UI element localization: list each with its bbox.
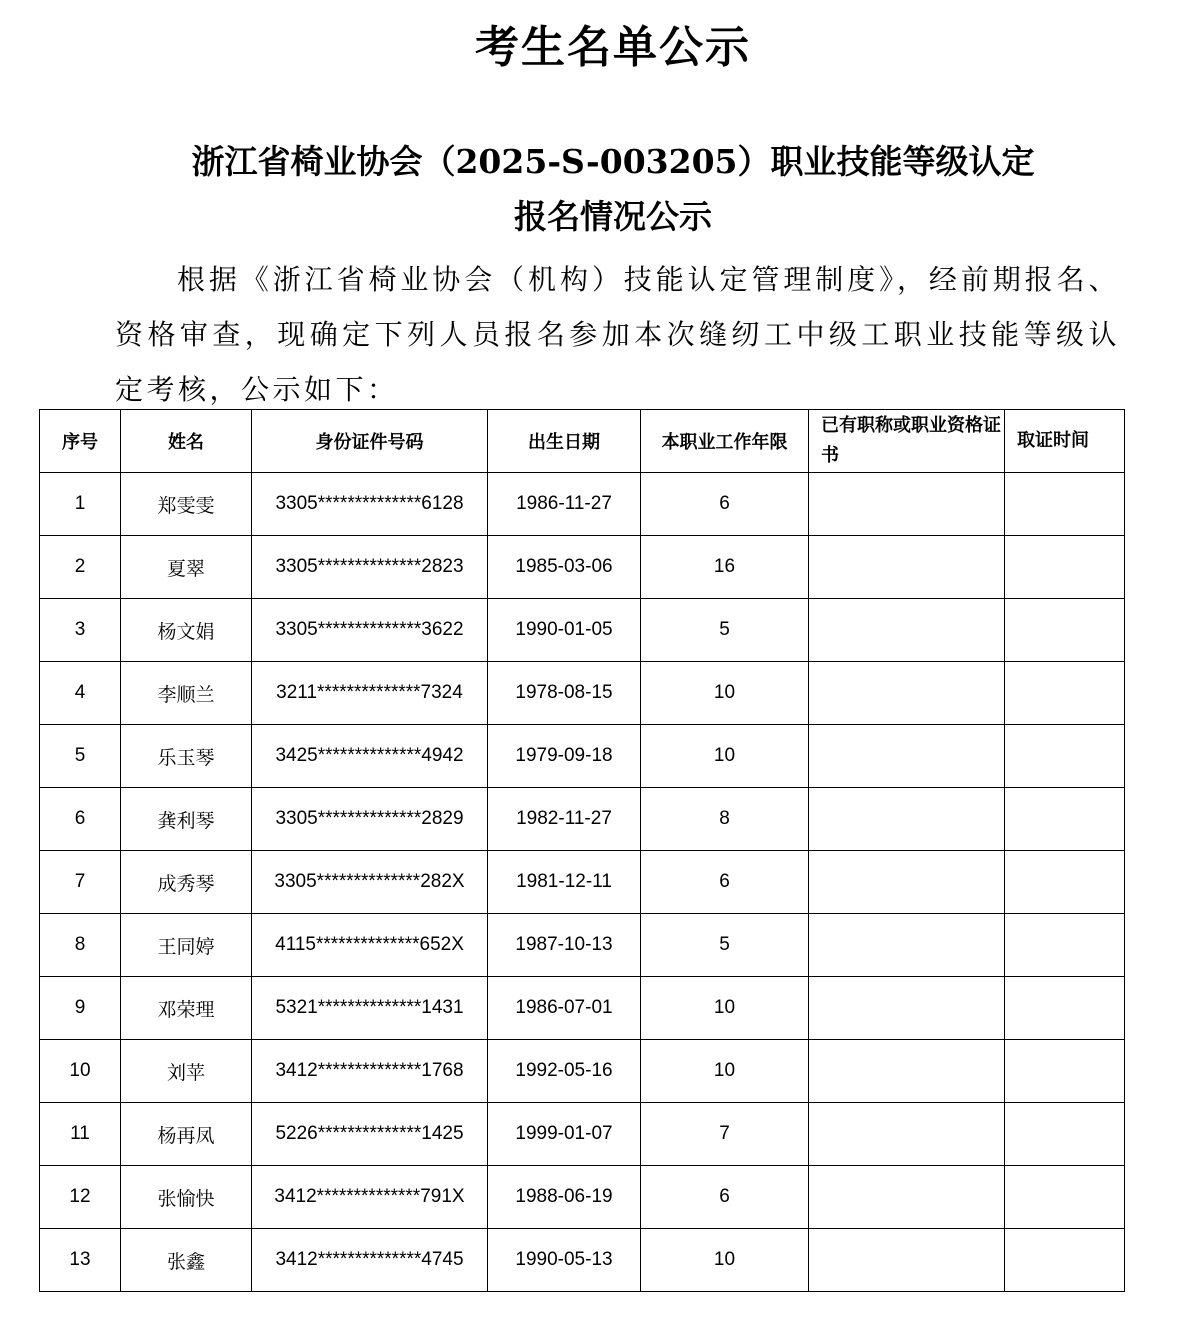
cell-index: 12: [40, 1166, 121, 1229]
cell-work-years: 7: [641, 1103, 809, 1166]
cell-birth-date: 1990-01-05: [488, 599, 641, 662]
cell-id-number: 3305**************2829: [252, 788, 488, 851]
cell-name: 龚利琴: [121, 788, 252, 851]
cell-index: 10: [40, 1040, 121, 1103]
subtitle-line-2: 报名情况公示: [514, 197, 712, 236]
header-name: 姓名: [121, 410, 252, 473]
cell-birth-date: 1987-10-13: [488, 914, 641, 977]
cell-certificate: [809, 536, 1005, 599]
cell-work-years: 16: [641, 536, 809, 599]
cell-cert-time: [1005, 473, 1125, 536]
cell-certificate: [809, 977, 1005, 1040]
cell-name: 郑雯雯: [121, 473, 252, 536]
cell-work-years: 6: [641, 1166, 809, 1229]
cell-work-years: 10: [641, 662, 809, 725]
cell-index: 9: [40, 977, 121, 1040]
cell-certificate: [809, 788, 1005, 851]
cell-id-number: 3305**************2823: [252, 536, 488, 599]
table-row: [40, 473, 1125, 536]
cell-index: 8: [40, 914, 121, 977]
cell-birth-date: 1986-11-27: [488, 473, 641, 536]
cell-birth-date: 1992-05-16: [488, 1040, 641, 1103]
cell-id-number: 3412**************4745: [252, 1229, 488, 1292]
table-header-row: [40, 410, 1125, 473]
cell-certificate: [809, 725, 1005, 788]
page-title: 考生名单公示: [475, 22, 751, 73]
cell-id-number: 5226**************1425: [252, 1103, 488, 1166]
cell-cert-time: [1005, 662, 1125, 725]
cell-id-number: 3211**************7324: [252, 662, 488, 725]
cell-birth-date: 1982-11-27: [488, 788, 641, 851]
cell-name: 成秀琴: [121, 851, 252, 914]
cell-cert-time: [1005, 1229, 1125, 1292]
cell-certificate: [809, 1166, 1005, 1229]
table-body: [40, 473, 1125, 1292]
cell-cert-time: [1005, 914, 1125, 977]
cell-id-number: 3412**************1768: [252, 1040, 488, 1103]
cell-cert-time: [1005, 977, 1125, 1040]
header-certificate: 已有职称或职业资格证书: [809, 410, 1005, 473]
cell-name: 李顺兰: [121, 662, 252, 725]
cell-certificate: [809, 914, 1005, 977]
table-row: [40, 1103, 1125, 1166]
cell-work-years: 10: [641, 725, 809, 788]
cell-work-years: 10: [641, 977, 809, 1040]
cell-name: 刘苹: [121, 1040, 252, 1103]
cell-certificate: [809, 1040, 1005, 1103]
table-row: [40, 1229, 1125, 1292]
cell-cert-time: [1005, 1040, 1125, 1103]
cell-cert-time: [1005, 788, 1125, 851]
cell-id-number: 3425**************4942: [252, 725, 488, 788]
cell-birth-date: 1985-03-06: [488, 536, 641, 599]
cell-index: 7: [40, 851, 121, 914]
table-row: [40, 536, 1125, 599]
cell-cert-time: [1005, 725, 1125, 788]
cell-index: 11: [40, 1103, 121, 1166]
subtitle-line-1: 浙江省椅业协会（2025-S-003205）职业技能等级认定: [191, 142, 1035, 181]
cell-name: 杨文娟: [121, 599, 252, 662]
cell-id-number: 3412**************791X: [252, 1166, 488, 1229]
cell-certificate: [809, 1229, 1005, 1292]
cell-work-years: 5: [641, 914, 809, 977]
cell-id-number: 3305**************6128: [252, 473, 488, 536]
cell-cert-time: [1005, 851, 1125, 914]
cell-id-number: 4115**************652X: [252, 914, 488, 977]
cell-work-years: 6: [641, 473, 809, 536]
cell-index: 5: [40, 725, 121, 788]
cell-id-number: 3305**************3622: [252, 599, 488, 662]
header-cert-time: 取证时间: [1005, 410, 1125, 473]
table-row: [40, 977, 1125, 1040]
candidate-table: [39, 409, 1125, 1292]
cell-certificate: [809, 851, 1005, 914]
table-row: [40, 725, 1125, 788]
cell-name: 杨再凤: [121, 1103, 252, 1166]
cell-birth-date: 1999-01-07: [488, 1103, 641, 1166]
cell-work-years: 8: [641, 788, 809, 851]
cell-name: 夏翠: [121, 536, 252, 599]
header-id-number: 身份证件号码: [252, 410, 488, 473]
table-row: [40, 1166, 1125, 1229]
cell-certificate: [809, 599, 1005, 662]
cell-work-years: 6: [641, 851, 809, 914]
cell-index: 2: [40, 536, 121, 599]
cell-birth-date: 1979-09-18: [488, 725, 641, 788]
cell-cert-time: [1005, 1103, 1125, 1166]
table-row: [40, 662, 1125, 725]
cell-id-number: 3305**************282X: [252, 851, 488, 914]
cell-name: 张愉快: [121, 1166, 252, 1229]
cell-certificate: [809, 662, 1005, 725]
header-work-years: 本职业工作年限: [641, 410, 809, 473]
cell-cert-time: [1005, 536, 1125, 599]
cell-name: 王同婷: [121, 914, 252, 977]
cell-birth-date: 1990-05-13: [488, 1229, 641, 1292]
cell-birth-date: 1978-08-15: [488, 662, 641, 725]
cell-name: 张鑫: [121, 1229, 252, 1292]
table-row: [40, 599, 1125, 662]
table-row: [40, 788, 1125, 851]
cell-index: 1: [40, 473, 121, 536]
cell-certificate: [809, 473, 1005, 536]
cell-name: 邓荣理: [121, 977, 252, 1040]
cell-index: 13: [40, 1229, 121, 1292]
cell-birth-date: 1986-07-01: [488, 977, 641, 1040]
cell-work-years: 10: [641, 1040, 809, 1103]
cell-birth-date: 1981-12-11: [488, 851, 641, 914]
header-index: 序号: [40, 410, 121, 473]
header-birth-date: 出生日期: [488, 410, 641, 473]
table-row: [40, 1040, 1125, 1103]
cell-index: 3: [40, 599, 121, 662]
table-row: [40, 914, 1125, 977]
cell-index: 6: [40, 788, 121, 851]
cell-cert-time: [1005, 599, 1125, 662]
cell-name: 乐玉琴: [121, 725, 252, 788]
intro-paragraph: 根据《浙江省椅业协会（机构）技能认定管理制度》，经前期报名、资格审查，现确定下列人员报名参加本次缝纫工中级工职业技能等级认定考核，公示如下：: [115, 263, 1120, 406]
cell-work-years: 5: [641, 599, 809, 662]
cell-id-number: 5321**************1431: [252, 977, 488, 1040]
cell-birth-date: 1988-06-19: [488, 1166, 641, 1229]
cell-index: 4: [40, 662, 121, 725]
cell-cert-time: [1005, 1166, 1125, 1229]
cell-work-years: 10: [641, 1229, 809, 1292]
cell-certificate: [809, 1103, 1005, 1166]
table-row: [40, 851, 1125, 914]
